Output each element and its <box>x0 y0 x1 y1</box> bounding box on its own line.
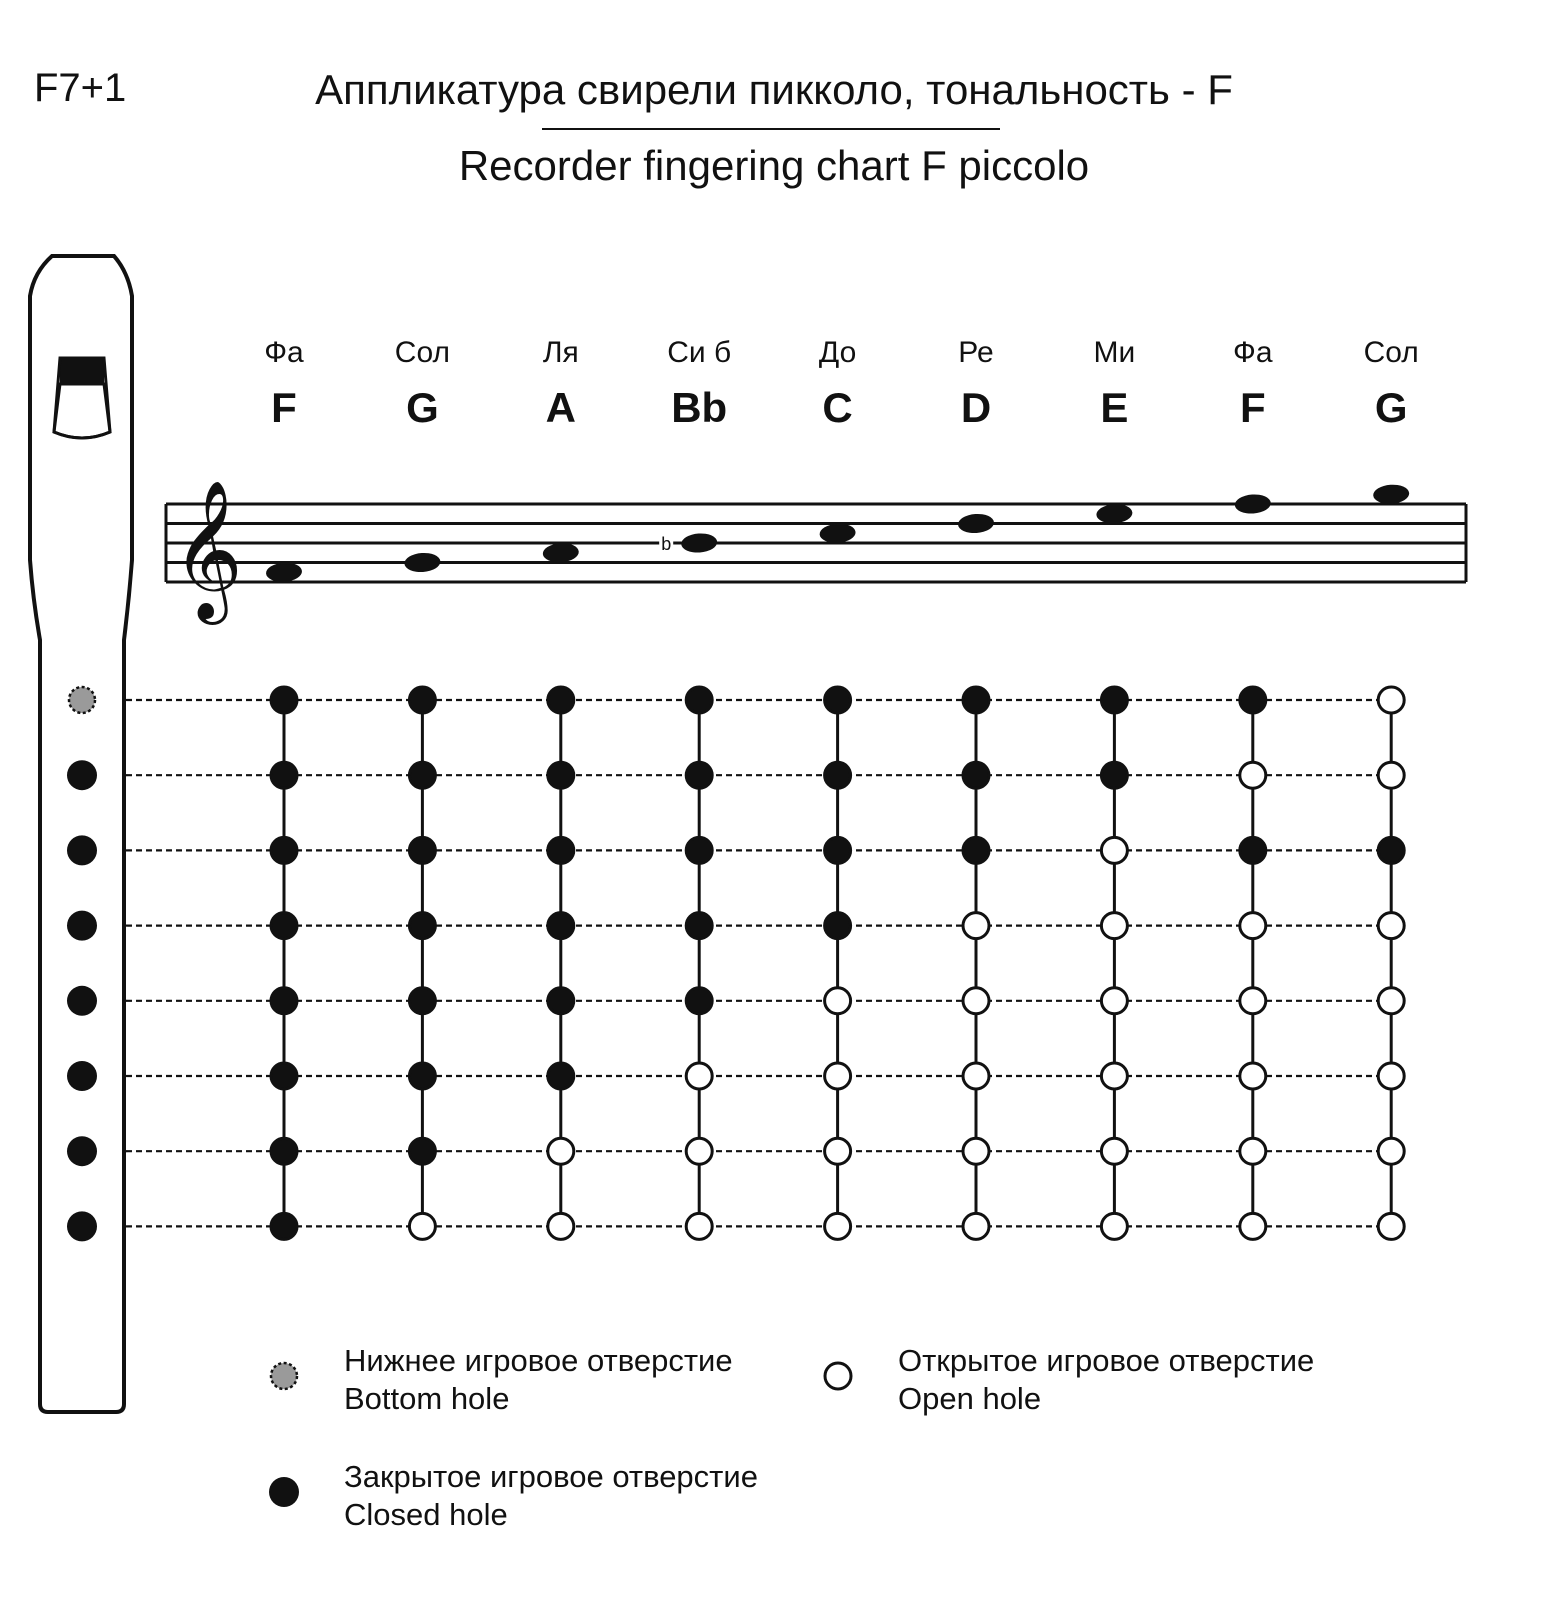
closed-hole-icon <box>409 1138 435 1164</box>
closed-hole-icon <box>825 762 851 788</box>
closed-hole-icon <box>548 837 574 863</box>
closed-hole-icon <box>963 837 989 863</box>
closed-hole-icon <box>548 1063 574 1089</box>
closed-hole-icon <box>271 762 297 788</box>
open-hole-icon <box>963 1063 989 1089</box>
closed-hole-icon <box>825 837 851 863</box>
open-hole-icon <box>1101 1138 1127 1164</box>
open-hole-icon <box>963 913 989 939</box>
note-label-ru: Фа <box>264 336 304 369</box>
open-hole-icon <box>825 1063 851 1089</box>
note-label-ru: Фа <box>1233 336 1273 369</box>
recorder-windway-icon <box>54 358 110 438</box>
treble-clef-icon: 𝄞 <box>172 480 243 619</box>
recorder-hole-icon <box>67 760 97 790</box>
legend-bottom-hole <box>344 1342 733 1418</box>
legend-closed-hole-en: Closed hole <box>344 1497 508 1532</box>
closed-hole-icon <box>409 913 435 939</box>
open-hole-icon <box>1378 1213 1404 1239</box>
open-hole-icon <box>1101 1063 1127 1089</box>
legend-bottom-hole-en: Bottom hole <box>344 1381 510 1416</box>
open-hole-icon <box>1240 1063 1266 1089</box>
chart-code: F7+1 <box>34 66 127 110</box>
note-head <box>1234 493 1271 514</box>
bottom-hole-icon <box>271 1363 297 1389</box>
closed-hole-icon <box>548 913 574 939</box>
open-hole-icon <box>1101 837 1127 863</box>
legend-closed-hole <box>344 1458 758 1534</box>
note-head <box>1373 484 1410 505</box>
note-head <box>265 562 302 583</box>
open-hole-icon <box>963 1213 989 1239</box>
closed-hole-icon <box>548 687 574 713</box>
open-hole-icon <box>1101 988 1127 1014</box>
closed-hole-icon <box>271 1063 297 1089</box>
note-head <box>1096 503 1133 524</box>
legend-open-hole-ru: Открытое игровое отверстие <box>898 1343 1315 1378</box>
closed-hole-icon <box>409 762 435 788</box>
note-label-ru: Сол <box>1363 336 1419 369</box>
closed-hole-icon <box>686 762 712 788</box>
music-staff <box>166 504 1466 582</box>
legend-closed-hole-ru: Закрытое игровое отверстие <box>344 1459 758 1494</box>
note-label-en: G <box>1374 384 1408 431</box>
closed-hole-icon <box>1378 837 1404 863</box>
note-label-en: D <box>960 384 992 431</box>
closed-hole-icon <box>409 1063 435 1089</box>
note-label-en: F <box>1239 384 1266 431</box>
closed-hole-icon <box>271 913 297 939</box>
note-head <box>957 513 994 534</box>
legend-open-hole-en: Open hole <box>898 1381 1042 1416</box>
open-hole-icon <box>825 1213 851 1239</box>
closed-hole-icon <box>271 1213 297 1239</box>
flat-sign: b <box>661 534 672 554</box>
note-label-en: E <box>1100 384 1129 431</box>
open-hole-icon <box>1240 762 1266 788</box>
note-label-en: C <box>822 384 853 431</box>
note-label-ru: Си б <box>667 336 732 369</box>
open-hole-icon <box>1101 913 1127 939</box>
note-label-ru: Сол <box>394 336 451 369</box>
note-label-ru: Ре <box>958 336 994 369</box>
open-hole-icon <box>825 1138 851 1164</box>
closed-hole-icon <box>409 687 435 713</box>
open-hole-icon <box>686 1138 712 1164</box>
recorder-hole-icon <box>67 1211 97 1241</box>
open-hole-icon <box>548 1138 574 1164</box>
note-head <box>542 542 579 563</box>
open-hole-icon <box>1378 687 1404 713</box>
closed-hole-icon <box>686 687 712 713</box>
note-label-en: F <box>271 384 297 431</box>
closed-hole-icon <box>271 988 297 1014</box>
closed-hole-icon <box>686 913 712 939</box>
recorder-hole-icon <box>67 835 97 865</box>
open-hole-icon <box>1378 913 1404 939</box>
note-label-ru: Ми <box>1093 336 1136 369</box>
open-hole-icon <box>548 1213 574 1239</box>
note-label-ru: До <box>818 336 857 369</box>
open-hole-icon <box>1101 1213 1127 1239</box>
closed-hole-icon <box>825 913 851 939</box>
closed-hole-icon <box>686 837 712 863</box>
open-hole-icon <box>825 988 851 1014</box>
closed-hole-icon <box>963 762 989 788</box>
open-hole-icon <box>1240 913 1266 939</box>
open-hole-icon <box>1378 762 1404 788</box>
closed-hole-icon <box>548 988 574 1014</box>
recorder-hole-icon <box>67 1061 97 1091</box>
note-head <box>681 532 718 553</box>
open-hole-icon <box>1378 1063 1404 1089</box>
open-hole-icon <box>963 988 989 1014</box>
note-label-en: A <box>545 384 576 431</box>
closed-hole-icon <box>686 988 712 1014</box>
closed-hole-icon <box>409 837 435 863</box>
open-hole-icon <box>686 1213 712 1239</box>
note-label-ru: Ля <box>542 336 579 369</box>
closed-hole-icon <box>1101 762 1127 788</box>
open-hole-icon <box>1378 1138 1404 1164</box>
note-label-en: G <box>406 384 439 431</box>
open-hole-icon <box>686 1063 712 1089</box>
legend-open-hole <box>898 1342 1314 1418</box>
closed-hole-icon <box>1240 687 1266 713</box>
note-label-en: Bb <box>671 384 728 431</box>
closed-hole-icon <box>1240 837 1266 863</box>
closed-hole-icon <box>271 1138 297 1164</box>
closed-hole-icon <box>409 988 435 1014</box>
closed-hole-icon <box>825 687 851 713</box>
open-hole-icon <box>963 1138 989 1164</box>
note-head <box>404 552 441 573</box>
closed-hole-icon <box>269 1477 299 1507</box>
legend-bottom-hole-ru: Нижнее игровое отверстие <box>344 1343 733 1378</box>
open-hole-icon <box>1240 1213 1266 1239</box>
closed-hole-icon <box>271 837 297 863</box>
recorder-hole-icon <box>67 1136 97 1166</box>
open-hole-icon <box>1378 988 1404 1014</box>
closed-hole-icon <box>271 687 297 713</box>
note-head <box>819 523 856 544</box>
page-title-ru: Аппликатура свирели пикколо, тональность - F <box>315 66 1233 113</box>
recorder-hole-icon <box>67 911 97 941</box>
open-hole-icon <box>409 1213 435 1239</box>
closed-hole-icon <box>963 687 989 713</box>
recorder-hole-icon <box>67 986 97 1016</box>
open-hole-icon <box>1240 1138 1266 1164</box>
recorder-bottom-hole-icon <box>69 687 95 713</box>
open-hole-icon <box>1240 988 1266 1014</box>
open-hole-icon <box>825 1363 851 1389</box>
closed-hole-icon <box>548 762 574 788</box>
closed-hole-icon <box>1101 687 1127 713</box>
page-title-en: Recorder fingering chart F piccolo <box>458 142 1090 189</box>
